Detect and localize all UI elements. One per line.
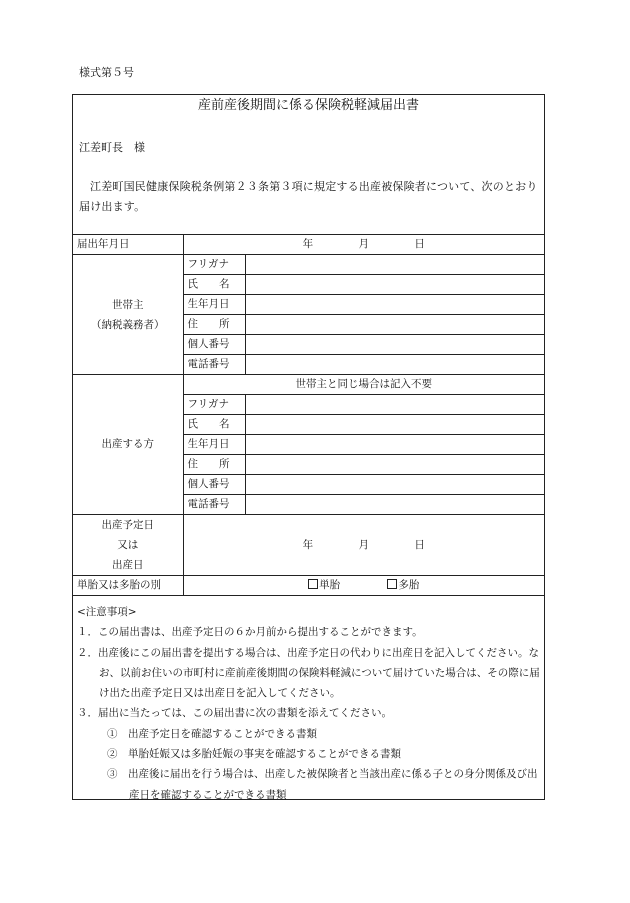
form-title: 産前産後期間に係る保険税軽減届出書 — [197, 98, 419, 113]
hh-field-name: 氏 名 — [183, 275, 245, 295]
intro-text: 江差町国民健康保険税条例第２３条第３項に規定する出産被保険者について、次のとおり届け出ます。 — [79, 180, 538, 213]
bp-field-id-number: 個人番号 — [183, 475, 245, 495]
hh-furigana-input[interactable] — [245, 255, 544, 275]
note-2: ２．出産後にこの届出書を提出する場合は、出産予定日の代わりに出産日を記入してください。なお、以前お住いの市町村に産前産後期間の保険料軽減について届けていた場合は、その際に届け出た出産予定日又は出産日を記入してください。 — [77, 646, 540, 700]
multiple-birth-option[interactable]: 多胎 — [387, 579, 419, 591]
note-3-item-1: ① 出産予定日を確認することができる書類 — [107, 727, 317, 740]
form-table — [73, 234, 544, 596]
hh-name-input[interactable] — [245, 275, 544, 295]
bp-address-input[interactable] — [245, 455, 544, 475]
bp-id-number-input[interactable] — [245, 475, 544, 495]
multiple-checkbox[interactable] — [387, 579, 397, 589]
note-1: １．この届出書は、出産予定日の６か月前から提出することができます。 — [77, 626, 423, 639]
hh-field-id-number: 個人番号 — [183, 335, 245, 355]
submission-date-label: 届出年月日 — [73, 235, 183, 255]
single-checkbox[interactable] — [308, 579, 318, 589]
household-head-label: 世帯主 （納税義務者） — [73, 255, 183, 375]
notes-heading: <注意事項> — [77, 606, 137, 618]
bp-furigana-input[interactable] — [245, 395, 544, 415]
due-date-field[interactable] — [183, 515, 544, 576]
form-number: 様式第５号 — [79, 66, 134, 79]
date-month: 月 — [358, 238, 369, 250]
hh-birthdate-input[interactable] — [245, 295, 544, 315]
multiple-birth-label: 単胎又は多胎の別 — [73, 576, 183, 596]
addressee: 江差町長 様 — [79, 141, 145, 154]
hh-id-number-input[interactable] — [245, 335, 544, 355]
note-3-item-2: ② 単胎妊娠又は多胎妊娠の事実を確認することができる書類 — [107, 748, 401, 761]
bp-field-name: 氏 名 — [183, 415, 245, 435]
due-date-month: 月 — [358, 538, 369, 551]
bp-field-address: 住 所 — [183, 455, 245, 475]
note-3-item-3: ③ 出産後に届出を行う場合は、出産した被保険者と当該出産に係る子との身分関係及び出産日を確認することができる書類 — [107, 768, 538, 801]
hh-address-input[interactable] — [245, 315, 544, 335]
date-year: 年 — [302, 238, 314, 250]
same-as-head-note: 世帯主と同じ場合は記入不要 — [183, 375, 544, 395]
bp-field-birthdate: 生年月日 — [183, 435, 245, 455]
bp-field-phone: 電話番号 — [183, 495, 245, 515]
single-birth-option[interactable]: 単胎 — [308, 579, 340, 591]
hh-field-furigana: フリガナ — [183, 255, 245, 275]
bp-field-furigana: フリガナ — [183, 395, 245, 415]
hh-phone-input[interactable] — [245, 355, 544, 375]
birth-person-label: 出産する方 — [73, 375, 183, 515]
note-3: ３．届出に当たっては、この届出書に次の書類を添えてください。 — [77, 707, 392, 720]
due-date-year: 年 — [302, 538, 314, 551]
hh-field-address: 住 所 — [183, 315, 245, 335]
bp-birthdate-input[interactable] — [245, 435, 544, 455]
submission-date-field[interactable] — [183, 235, 544, 255]
submission-date-row — [73, 235, 544, 255]
notes-section — [77, 602, 540, 805]
bp-name-input[interactable] — [245, 415, 544, 435]
due-date-day: 日 — [414, 538, 425, 551]
bp-phone-input[interactable] — [245, 495, 544, 515]
form-frame — [72, 94, 545, 800]
date-day: 日 — [414, 238, 425, 250]
hh-field-phone: 電話番号 — [183, 355, 245, 375]
multiple-birth-options — [183, 576, 544, 596]
due-date-label: 出産予定日 又は 出産日 — [73, 515, 183, 576]
hh-field-birthdate: 生年月日 — [183, 295, 245, 315]
